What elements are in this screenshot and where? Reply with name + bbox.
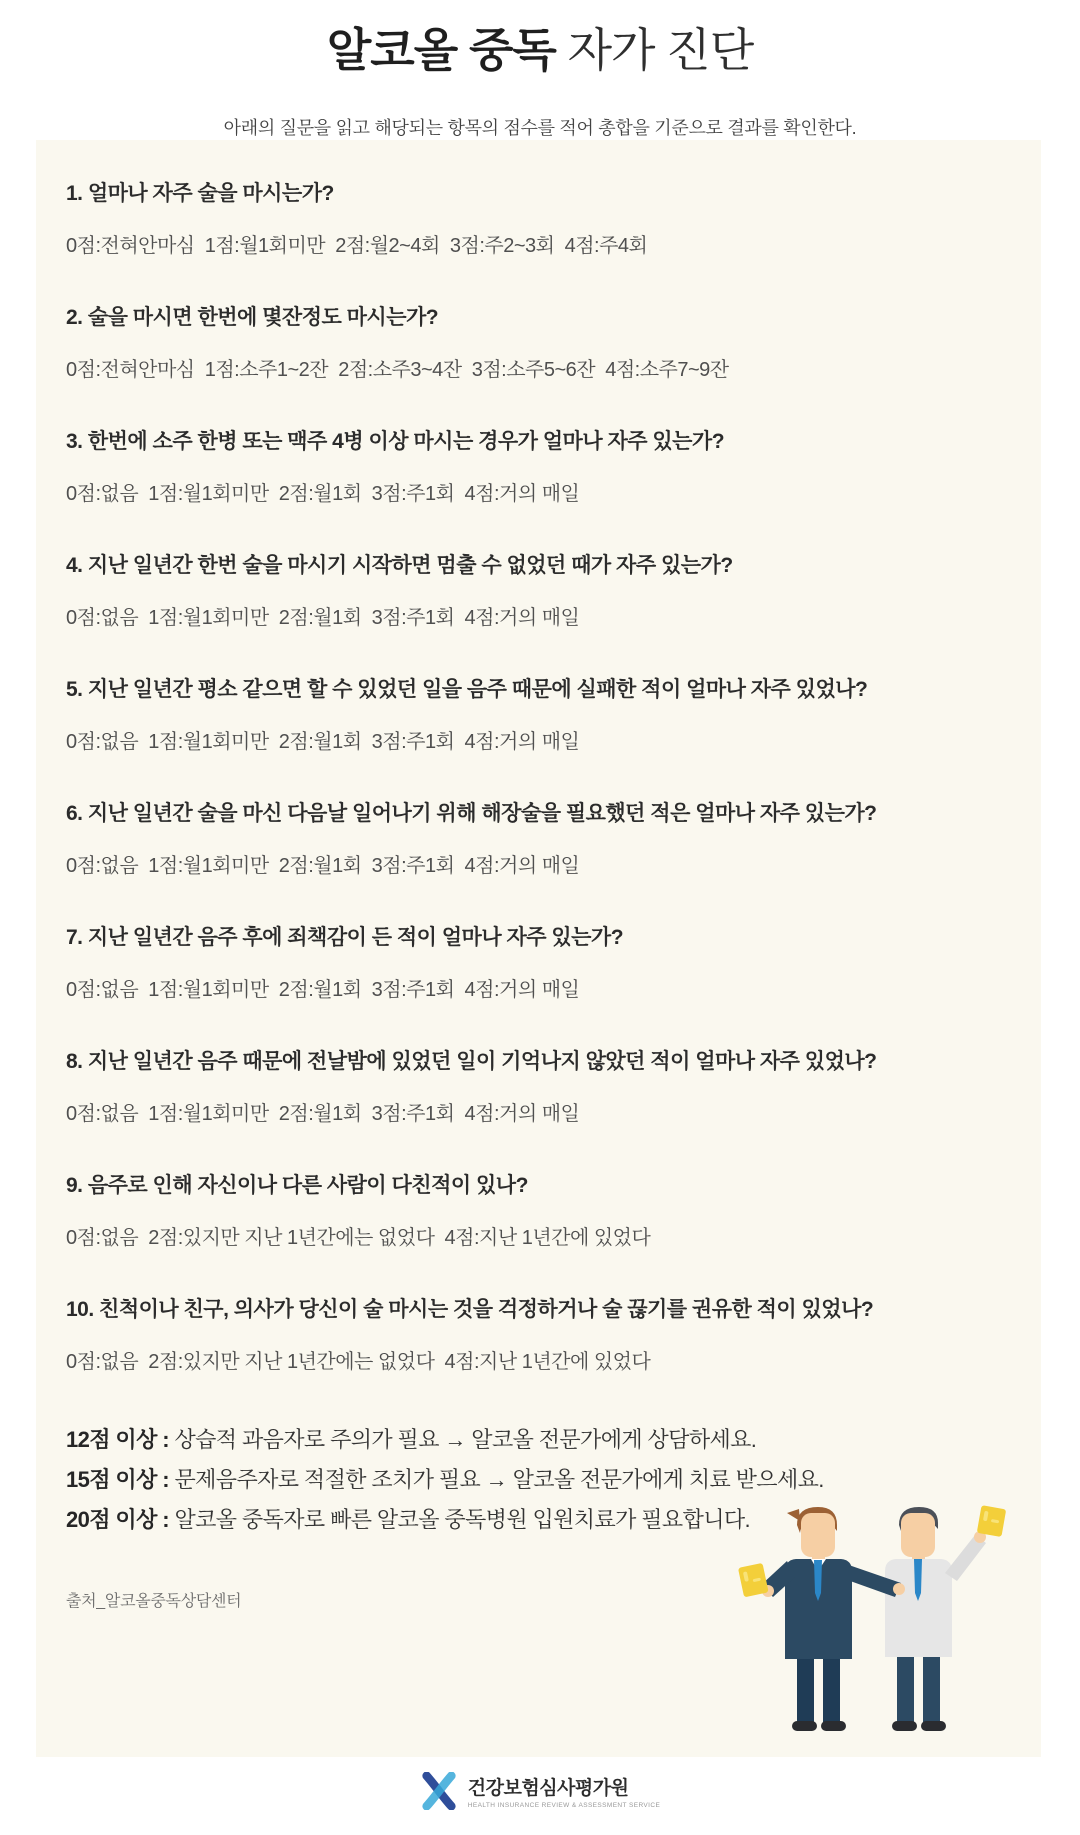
question-item-8 bbox=[66, 1048, 1013, 1127]
question-title: 2. 술을 마시면 한번에 몇잔정도 마시는가? bbox=[66, 306, 439, 329]
question-item-4 bbox=[66, 552, 1013, 631]
question-title: 9. 음주로 인해 자신이나 다른 사람이 다친적이 있나? bbox=[66, 1174, 528, 1197]
result-line-15 bbox=[66, 1460, 1013, 1500]
result-line-12 bbox=[66, 1420, 1013, 1460]
result-threshold: 12점 이상 : bbox=[66, 1427, 175, 1452]
question-item-6 bbox=[66, 800, 1013, 879]
beer-mug-icon bbox=[977, 1505, 1006, 1537]
question-item-7 bbox=[66, 924, 1013, 1003]
result-description: 알코올 중독자로 빠른 알코올 중독병원 입원치료가 필요합니다. bbox=[174, 1507, 751, 1532]
question-options: 0점:전혀안마심 1점:월1회미만 2점:월2~4회 3점:주2~3회 4점:주4회 bbox=[66, 235, 648, 257]
page-title-bold: 알코올 중독 bbox=[326, 24, 556, 76]
result-description: 문제음주자로 적절한 조치가 필요 → 알코올 전문가에게 치료 받으세요. bbox=[174, 1467, 824, 1492]
result-description: 상습적 과음자로 주의가 필요 → 알코올 전문가에게 상담하세요. bbox=[174, 1427, 757, 1452]
footer-org-subtitle: HEALTH INSURANCE REVIEW & ASSESSMENT SERVICE bbox=[467, 1802, 661, 1809]
footer-org-name: 건강보험심사평가원 bbox=[467, 1778, 629, 1799]
question-item-9 bbox=[66, 1172, 1013, 1251]
question-title: 5. 지난 일년간 평소 같으면 할 수 있었던 일을 음주 때문에 실패한 적이 얼마나 자주 있었나? bbox=[66, 678, 868, 701]
result-threshold: 20점 이상 : bbox=[66, 1507, 175, 1532]
question-item-2 bbox=[66, 304, 1013, 383]
question-options: 0점:없음 1점:월1회미만 2점:월1회 3점:주1회 4점:거의 매일 bbox=[66, 483, 580, 505]
question-item-10 bbox=[66, 1296, 1013, 1375]
page-title-regular: 자가 진단 bbox=[555, 24, 754, 76]
question-options: 0점:없음 1점:월1회미만 2점:월1회 3점:주1회 4점:거의 매일 bbox=[66, 607, 580, 629]
question-title: 3. 한번에 소주 한병 또는 맥주 4병 이상 마시는 경우가 얼마나 자주 있는가? bbox=[66, 430, 725, 453]
question-options: 0점:없음 1점:월1회미만 2점:월1회 3점:주1회 4점:거의 매일 bbox=[66, 979, 580, 1001]
page-header bbox=[0, 0, 1080, 140]
question-item-3 bbox=[66, 428, 1013, 507]
footer bbox=[0, 1772, 1080, 1810]
question-options: 0점:없음 2점:있지만 지난 1년간에는 없었다 4점:지난 1년간에 있었다 bbox=[66, 1351, 651, 1373]
source-credit: 출처_알코올중독상담센터 bbox=[66, 1593, 242, 1610]
question-item-1 bbox=[66, 180, 1013, 259]
question-options: 0점:없음 1점:월1회미만 2점:월1회 3점:주1회 4점:거의 매일 bbox=[66, 731, 580, 753]
questionnaire-card bbox=[36, 140, 1041, 1757]
gray-shirt-man-figure bbox=[885, 1505, 1006, 1731]
question-title: 6. 지난 일년간 술을 마신 다음날 일어나기 위해 해장술을 필요했던 적은 얼마나 자주 있는가? bbox=[66, 802, 877, 825]
page-title bbox=[0, 14, 1080, 80]
navy-suit-man-figure bbox=[738, 1507, 905, 1731]
question-title: 8. 지난 일년간 음주 때문에 전날밤에 있었던 일이 기억나지 않았던 적이 얼마나 자주 있었나? bbox=[66, 1050, 877, 1073]
footer-logo-text-block bbox=[468, 1773, 660, 1809]
page-subtitle: 아래의 질문을 읽고 해당되는 항목의 점수를 적어 총합을 기준으로 결과를 확인한다. bbox=[223, 118, 857, 138]
question-item-5 bbox=[66, 676, 1013, 755]
hira-logo-icon bbox=[420, 1772, 458, 1810]
question-title: 4. 지난 일년간 한번 술을 마시기 시작하면 멈출 수 없었던 때가 자주 있는가? bbox=[66, 554, 733, 577]
question-options: 0점:없음 1점:월1회미만 2점:월1회 3점:주1회 4점:거의 매일 bbox=[66, 1103, 580, 1125]
question-title: 7. 지난 일년간 음주 후에 죄책감이 든 적이 얼마나 자주 있는가? bbox=[66, 926, 624, 949]
question-title: 10. 친척이나 친구, 의사가 당신이 술 마시는 것을 걱정하거나 술 끊기를 권유한 적이 있었나? bbox=[66, 1298, 874, 1321]
two-men-toasting-illustration bbox=[723, 1499, 1013, 1739]
question-title: 1. 얼마나 자주 술을 마시는가? bbox=[66, 182, 334, 205]
question-options: 0점:없음 2점:있지만 지난 1년간에는 없었다 4점:지난 1년간에 있었다 bbox=[66, 1227, 651, 1249]
beer-mug-icon bbox=[738, 1563, 769, 1598]
result-threshold: 15점 이상 : bbox=[66, 1467, 175, 1492]
question-options: 0점:전혀안마심 1점:소주1~2잔 2점:소주3~4잔 3점:소주5~6잔 4점:소주7~9잔 bbox=[66, 359, 729, 381]
question-options: 0점:없음 1점:월1회미만 2점:월1회 3점:주1회 4점:거의 매일 bbox=[66, 855, 580, 877]
